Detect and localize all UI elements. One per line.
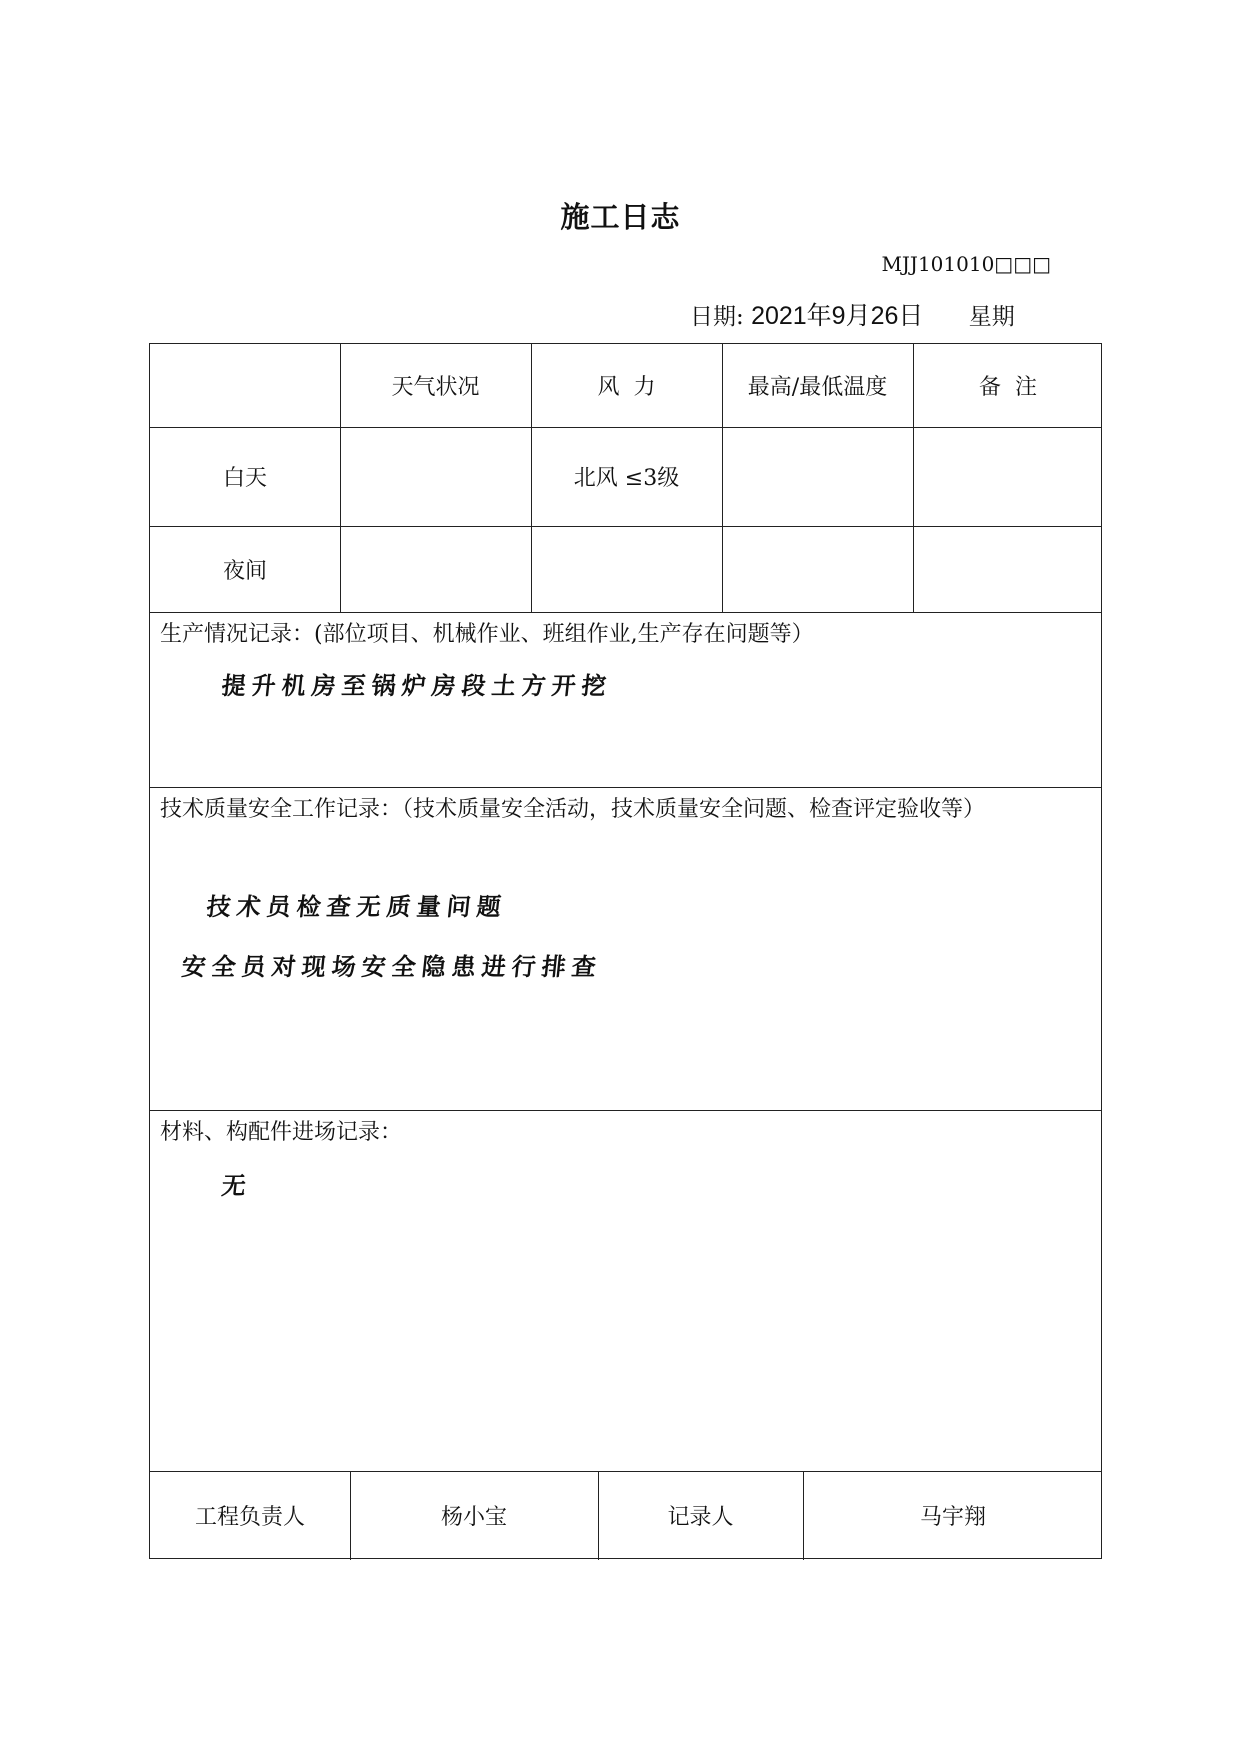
production-label: 生产情况记录：(部位项目、机械作业、班组作业,生产存在问题等） xyxy=(160,622,814,647)
header-temperature: 最高/最低温度 xyxy=(747,375,888,400)
recorder-label: 记录人 xyxy=(667,1505,734,1530)
day-temperature xyxy=(722,427,913,526)
night-weather xyxy=(340,526,531,612)
recorder-name: 马宇翔 xyxy=(919,1505,986,1530)
date-value: 2021年9月26日 xyxy=(751,302,924,330)
day-note xyxy=(913,427,1103,526)
day-wind: 北风 ≤3级 xyxy=(573,466,680,491)
row-night-label: 夜间 xyxy=(222,558,267,584)
night-wind xyxy=(531,526,722,612)
row-day-label: 白天 xyxy=(222,466,267,491)
materials-entry: 无 xyxy=(220,1171,254,1200)
header-weather: 天气状况 xyxy=(391,375,480,400)
log-table xyxy=(149,343,1102,1559)
weekday-label: 星期 xyxy=(968,304,1015,330)
header-blank xyxy=(150,344,340,427)
engineer-label: 工程负责人 xyxy=(194,1505,305,1530)
quality-label: 技术质量安全工作记录：（技术质量安全活动，技术质量安全问题、检查评定验收等） xyxy=(160,797,986,822)
quality-entry: 安全员对现场安全隐患进行排查 xyxy=(180,952,604,981)
doc-code: MJJ101010□□□ xyxy=(881,252,1051,276)
materials-label: 材料、构配件进场记录： xyxy=(160,1120,403,1145)
night-temperature xyxy=(722,526,913,612)
date-line xyxy=(690,296,1015,332)
date-label: 日期: xyxy=(690,304,744,330)
production-entry: 提升机房至锅炉房段土方开挖 xyxy=(220,671,614,700)
day-weather xyxy=(340,427,531,526)
header-wind: 风 力 xyxy=(597,375,656,400)
page-title: 施工日志 xyxy=(560,200,681,234)
quality-entry: 技术员检查无质量问题 xyxy=(205,892,509,921)
night-note xyxy=(913,526,1103,612)
engineer-name: 杨小宝 xyxy=(440,1505,507,1530)
header-note: 备 注 xyxy=(979,375,1037,400)
